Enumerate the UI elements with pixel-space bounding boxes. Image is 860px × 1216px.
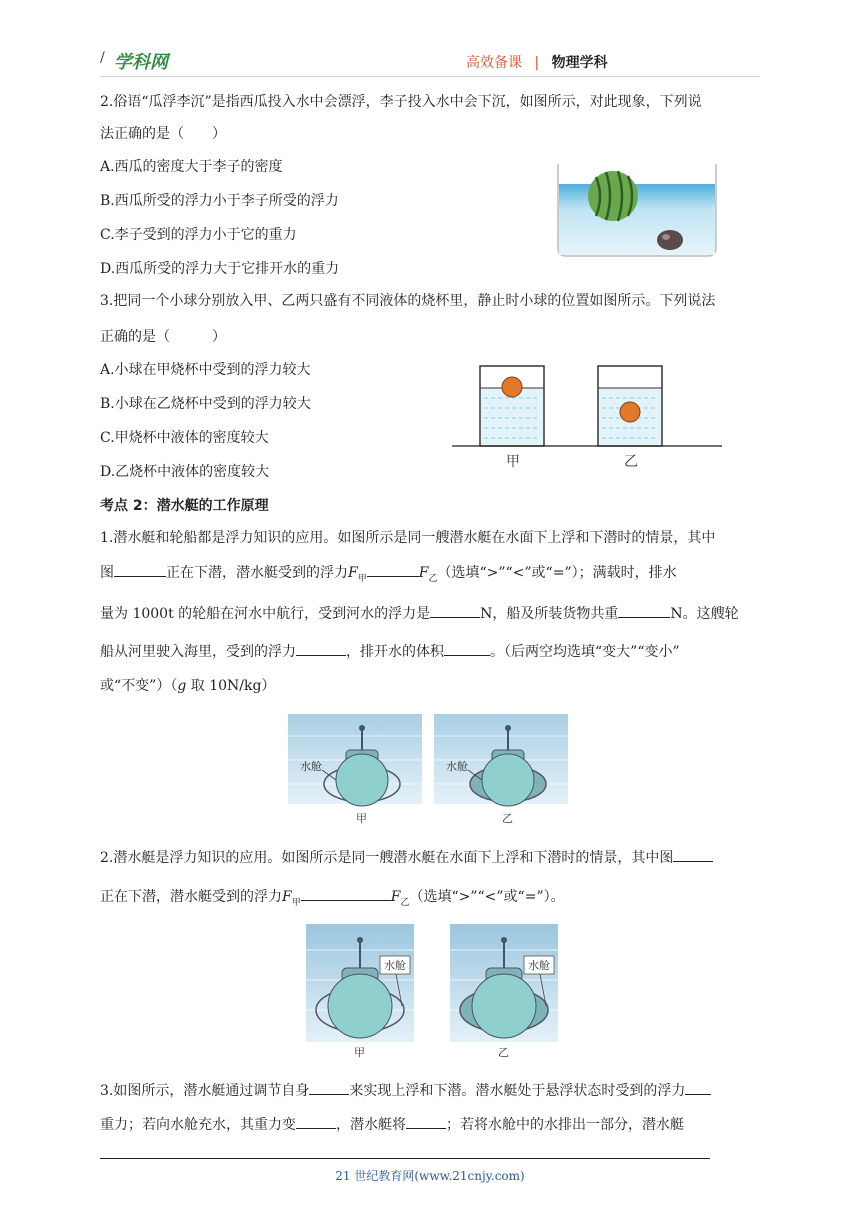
tank-label-2-yi: 水舱 [528,959,550,972]
q3-option-a: A.小球在甲烧杯中受到的浮力较大 [100,362,311,378]
tank-label-2-jia: 水舱 [384,959,406,972]
fig2-label-jia: 甲 [354,1046,365,1059]
header-tag-b: 物理学科 [551,55,608,71]
watermelon-figure [556,162,718,258]
s2q3-line2: 重力；若向水舱充水，其重力变 ，潜水艇将 ；若将水舱中的水排出一部分，潜水艇 [100,1114,684,1135]
beakers-figure [452,362,722,474]
header-rule [100,76,760,77]
q3-line1: 3.把同一个小球分别放入甲、乙两只盛有不同液体的烧杯里，静止时小球的位置如图所示。下列说法 [100,293,716,309]
blank[interactable] [296,1114,336,1129]
q2-option-b: B.西瓜所受的浮力小于李子所受的浮力 [100,193,339,209]
logo-text: 学科网 [114,52,168,73]
fig2-label-yi: 乙 [498,1046,509,1059]
blank[interactable] [301,886,391,901]
beaker-label-yi: 乙 [624,454,638,470]
header-slash: / [100,50,105,66]
q2-option-d: D.西瓜所受的浮力大于它排开水的重力 [100,261,340,277]
blank[interactable] [618,603,670,618]
fig1-label-jia: 甲 [356,812,367,825]
header-sep: | [534,55,540,71]
submarine-figure-1 [288,714,570,826]
q3-option-c: C.甲烧杯中液体的密度较大 [100,430,269,446]
footer-rule [100,1158,710,1159]
blank[interactable] [673,847,713,862]
blank[interactable] [309,1080,349,1095]
s2q3-line1: 3.如图所示，潜水艇通过调节自身 来实现上浮和下潜。潜水艇处于悬浮状态时受到的浮力 [100,1080,711,1101]
q2-option-c: C.李子受到的浮力小于它的重力 [100,227,297,243]
ball-jia [502,377,522,397]
blank[interactable] [430,603,480,618]
blank[interactable] [685,1080,711,1095]
q3-option-d: D.乙烧杯中液体的密度较大 [100,464,270,480]
fig1-label-yi: 乙 [502,812,513,825]
q2-option-a: A.西瓜的密度大于李子的密度 [100,159,283,175]
blank[interactable] [444,641,490,656]
s2q1-line2: 图 正在下潜，潜水艇受到的浮力$F_甲$ $F_乙$（选填“>”“<”或“=”）；满载时，排水 [100,562,677,589]
submarine-figure-2 [306,922,560,1060]
beaker-label-jia: 甲 [506,454,520,470]
s2q2-line1: 2.潜水艇是浮力知识的应用。如图所示是同一艘潜水艇在水面下上浮和下潜时的情景，其中图 [100,847,713,868]
q3-line2: 正确的是（ ） [100,329,226,345]
q3-option-b: B.小球在乙烧杯中受到的浮力较大 [100,396,311,412]
s2q1-line5: 或“不变”）（g 取 10N/kg） [100,678,276,694]
blank[interactable] [406,1114,446,1129]
section2-title: 考点 2：潜水艇的工作原理 [100,498,269,514]
plum [657,230,683,250]
header-logo [114,48,168,74]
blank[interactable] [296,641,346,656]
q2-line2: 法正确的是（ ） [100,126,226,142]
s2q1-line4: 船从河里驶入海里，受到的浮力 ，排开水的体积 。（后两空均选填“变大”“变小” [100,641,680,662]
footer-text: 21 世纪教育网(www.21cnjy.com) [335,1169,525,1183]
s2q1-line1: 1.潜水艇和轮船都是浮力知识的应用。如图所示是同一艘潜水艇在水面下上浮和下潜时的情景，其中 [100,530,716,546]
blank[interactable] [114,562,166,577]
ball-yi [620,402,640,422]
s2q1-line3: 量为 1000t 的轮船在河水中航行，受到河水的浮力是 N，船及所装货物共重 N。这艘轮 [100,603,739,624]
blank[interactable] [367,562,419,577]
tank-label-yi: 水舱 [446,760,468,773]
header-right [466,52,608,72]
tank-label-jia: 水舱 [300,760,322,773]
s2q2-line2: 正在下潜，潜水艇受到的浮力$F_甲$ $F_乙$（选填“>”“<”或“=”）。 [100,886,565,913]
header-tag-a: 高效备课 [466,55,522,71]
q2-line1: 2.俗语“瓜浮李沉”是指西瓜投入水中会漂浮，李子投入水中会下沉，如图所示，对此现象，下列说 [100,94,702,110]
